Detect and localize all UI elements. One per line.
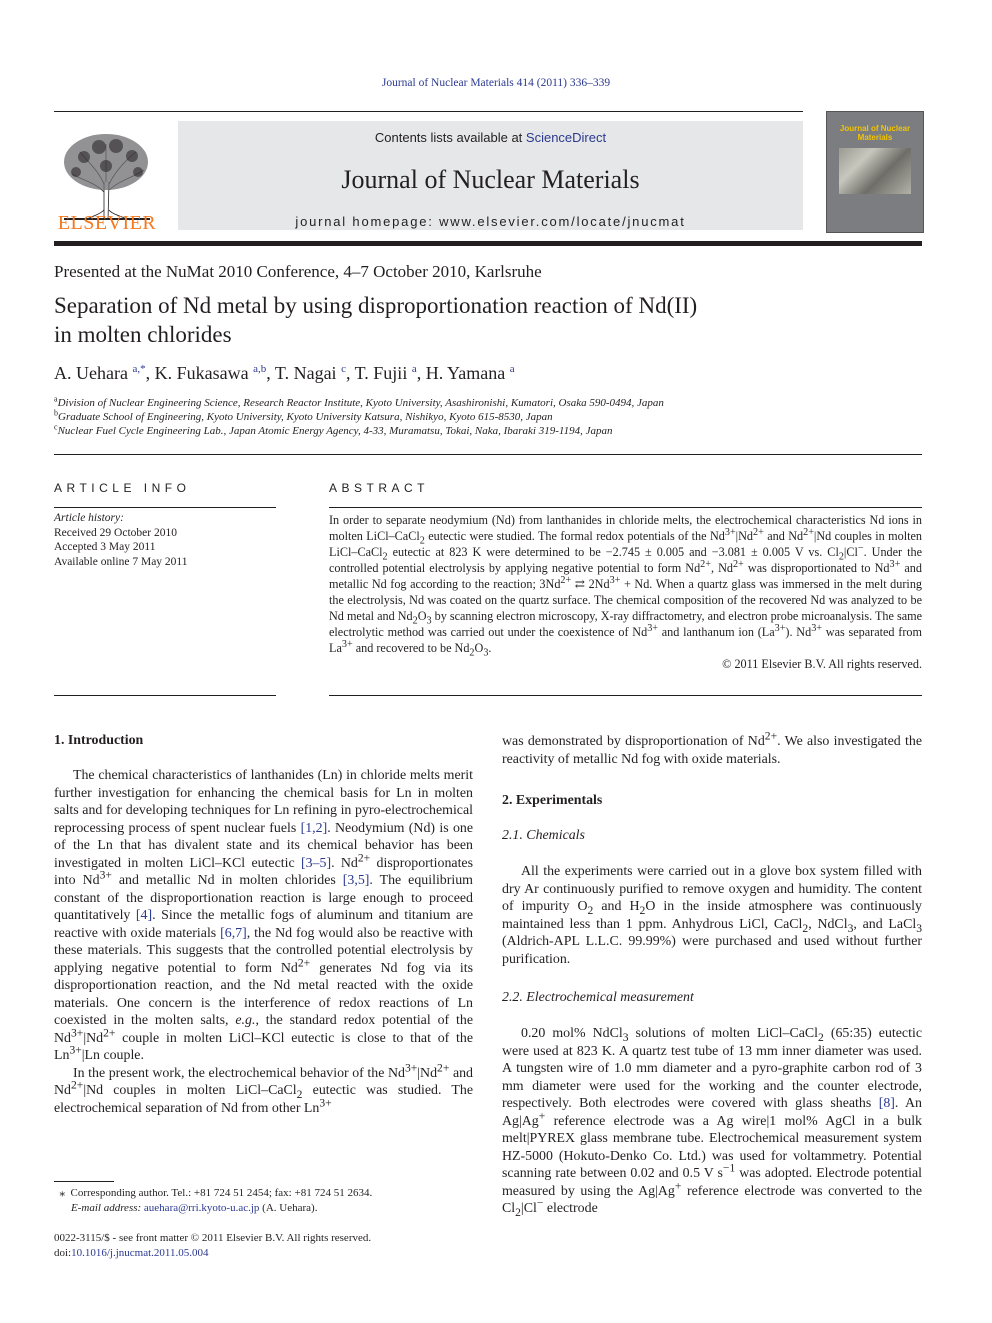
email-label: E-mail address: [71,1201,142,1214]
footnote-corresponding [54,1186,372,1201]
divider [54,695,276,696]
affiliation-marker: b [54,408,58,418]
paragraph: 0.20 mol% NdCl$_3$ solutions of molten LiCl–CaCl$_2$ (65:35) eutectic were used at 823 K. A quartz test tube of 13 mm inner diameter was used. A tungsten wire of 1.0 mm diameter and a pyro-graphite carbon rod of 3 mm diameter were used for the working and the counter electrode, respectively. Both electrodes were covered with glass sheaths [8]. An Ag|Ag+ reference electrode was a Ag wire|1 mol% AgCl in a bulk melt|PYREX glass membrane tube. Electrochemical measurement system HZ-5000 (Hokuto-Denko Co. Ltd.) was used for voltammetry. Potential scanning rate between 0.02 and 0.5 V $s^{-1}$ was adopted. Electrode potential measured by using the Ag|Ag+ reference electrode was converted to the $Cl_2|Cl^-$ electrode [502,1026,922,1219]
title-line-1: Separation of Nd metal by using disproportionation reaction of Nd(II) [54,293,698,318]
paragraph: In the present work, the electrochemical behavior of the $Nd^{3+}|Nd^{2+}$ and $Nd^{2+}|Nd$ couples in molten LiCl–CaCl$_2$ eutectic was studied. The electrochemical separation of Nd from other $Ln^{3+}$ [54,1060,474,1116]
citation-link[interactable]: [3,5] [342,873,370,888]
affiliation-text: Nuclear Fuel Cycle Engineering Lab., Japan Atomic Energy Agency, 4-33, Muramatsu, Tokai, Naka, Ibaraki 319-1194, Japan [57,425,613,437]
author-name: T. Fujii [354,363,408,383]
sciencedirect-link[interactable]: ScienceDirect [525,130,607,145]
divider [329,695,922,696]
section-heading: 1. Introduction [54,733,144,748]
author-separator: , [416,363,426,383]
history-label: Article history: [54,512,124,524]
header-banner [178,121,803,230]
email-owner: (A. Uehara). [262,1201,318,1214]
author-name: H. Yamana [425,363,506,383]
article-title [54,291,854,349]
history-online: Available online 7 May 2011 [54,555,188,568]
paragraph: The chemical characteristics of lanthanides (Ln) in chloride melts merit further investigation for enhancing the chemical basis for Ln in molten salts and for developing techniques for Ln refining in pyro-electrochemical reprocessing process of spent nuclear fuels [1,2]. Neodymium (Nd) is one of the Ln that has divalent state and its chemical behavior has been investigated in molten LiCl–KCl eutectic [3–5]. $Nd^{2+}$ disproportionates into $Nd^{3+}$ and metallic Nd in molten chlorides [3,5]. The equilibrium constant of the disproportionation reaction is large enough to proceed quantitatively [4]. Since the metallic fogs of aluminum and titanium are reactive with oxide materials [6,7], the Nd fog would also be reactive with these materials. This suggests that the controlled potential electrolysis by applying negative potential to form $Nd^{2+}$ generates Nd fog via its disproportionation reaction, and the Nd metal reacted with the oxide materials. One concern is the interference of redox reactions of Ln coexisted in the molten salts, e.g., the standard redox potential of the $Nd^{3+}|Nd^{2+}$ couple in molten LiCl–KCl eutectic is close to that of the $Ln^{3+}|Ln$ couple. [54,768,474,1063]
footnote-email [54,1201,372,1216]
doi-label: doi: [54,1246,72,1259]
citation-link[interactable]: [8] [878,1096,895,1111]
footnote [54,1186,372,1215]
divider [54,454,922,455]
abstract-body [329,512,922,672]
author-list [54,363,515,384]
author-affil-link[interactable]: a [509,363,515,375]
author-affil-link[interactable]: a,b [253,363,267,375]
article-history [54,511,188,569]
author-separator: , [145,363,155,383]
elsevier-wordmark: ELSEVIER [57,212,157,234]
author-affil-link[interactable]: a [411,363,417,375]
footnote-text: Corresponding author. Tel.: +81 724 51 2454; fax: +81 724 51 2634. [70,1187,373,1199]
author-separator: , [345,363,355,383]
author-affil-link[interactable]: c [341,363,346,375]
email-link[interactable]: auehara@rri.kyoto-u.ac.jp [143,1201,260,1214]
section-heading: 2. Experimentals [502,793,603,808]
history-accepted: Accepted 3 May 2011 [54,541,156,553]
electrochem-body [502,1025,922,1218]
divider [54,507,276,508]
citation-link[interactable]: [1,2] [300,820,328,836]
affiliation-text: Graduate School of Engineering, Kyoto University, Kyoto University Katsura, Nishikyo, Kyoto 615-8530, Japan [58,411,553,423]
affiliation-text: Division of Nuclear Engineering Science, Research Reactor Institute, Kyoto University, Asashironishi, Kumatori, Osaka 590-0494, Japan [57,397,664,409]
journal-cover-image[interactable] [826,111,924,233]
article-info-heading: ARTICLE INFO [54,481,191,495]
journal-name: Journal of Nuclear Materials [341,165,640,194]
footnote-rule [54,1181,114,1182]
chemicals-body [502,863,922,968]
history-received: Received 29 October 2010 [54,526,177,539]
author-name: K. Fukasawa [154,363,249,383]
contents-line [178,130,803,145]
divider [329,507,922,508]
cover-photo [839,148,911,194]
affiliation-marker: c [54,422,58,432]
header-thick-rule [54,241,922,246]
journal-homepage-link[interactable]: journal homepage: www.elsevier.com/locate/jnucmat [295,214,686,229]
citation-link[interactable]: [6,7] [220,925,247,941]
doi-line [54,1246,371,1261]
citation-link[interactable]: [4] [135,908,153,923]
doi-link[interactable]: 10.1016/j.jnucmat.2011.05.004 [71,1246,209,1259]
contents-prefix: Contents lists available at [374,130,526,145]
author-affil-link[interactable]: a,* [132,363,146,375]
affiliation [54,422,613,437]
paragraph: was demonstrated by disproportionation of $Nd^{2+}$. We also investigated the reactivity of metallic Nd fog with oxide materials. [502,729,922,767]
abstract-copyright: © 2011 Elsevier B.V. All rights reserved. [722,657,922,671]
citation-link[interactable]: [3–5] [300,855,332,871]
abstract-heading: ABSTRACT [329,481,430,495]
abstract-text: In order to separate neodymium (Nd) from lanthanides in chloride melts, the electrochemical characteristics Nd ions in molten LiCl–CaCl$_2$ eutectic were studied. The formal redox potentials of the $Nd^{3+}|Nd^{2+}$ and $Nd^{2+}|Nd$ couples in molten LiCl–CaCl$_2$ eutectic at 823 K were determined to be −2.745 ± 0.005 and −3.081 ± 0.005 V vs. $Cl_2|Cl^-$. Under the controlled potential electrolysis by applying negative potential to form $Nd^{2+}$, $Nd^{2+}$ was disproportionated to $Nd^{3+}$ and metallic Nd fog according to the reaction; $3Nd^{2+}$ ⇄ $2Nd^{3+} + Nd$. When a quartz glass was immersed in the melt during the electrolysis, Nd was coated on the quartz surface. The chemical composition of the recovered Nd was analyzed to be Nd metal and $Nd_2O_3$ by scanning electron microscopy, X-ray diffractometry, and electron probe microanalysis. The same electrolytic method was carried out under the coexistence of $Nd^{3+}$ and lanthanum ion $(La^{3+})$. $Nd^{3+}$ was separated from $La^{3+}$ and recovered to be $Nd_2O_3$. [329,513,923,659]
author-separator: , [266,363,275,383]
subsection-heading: 2.1. Chemicals [502,828,585,843]
paragraph: All the experiments were carried out in a glove box system filled with dry Ar continuously purified to remove oxygen and humidity. The content of impurity $O_2$ and $H_2O$ in the inside atmosphere was continuously maintained less than 1 ppm. Anhydrous LiCl, CaCl$_2$, NdCl$_3$, and LaCl$_3$ (Aldrich-APL L.L.C. 99.99%) were purchased and used without further purification. [502,864,922,967]
title-line-2: in molten chlorides [54,322,232,347]
affiliation-marker: a [54,394,58,404]
journal-header [54,111,922,248]
intro-continuation [502,729,922,768]
cover-title: Journal of Nuclear Materials [839,124,911,142]
issn-line: 0022-3115/$ - see front matter © 2011 Elsevier B.V. All rights reserved. [54,1232,372,1244]
author-name: A. Uehara [54,363,128,383]
intro-body [54,767,473,1117]
footnote-marker: ⁎ [59,1187,65,1199]
subsection-heading: 2.2. Electrochemical measurement [502,990,694,1005]
conference-note: Presented at the NuMat 2010 Conference, 4–7 October 2010, Karlsruhe [54,262,542,281]
affiliation [54,408,553,423]
journal-citation-link[interactable]: Journal of Nuclear Materials 414 (2011) 336–339 [381,77,611,89]
affiliation [54,394,664,409]
author-name: T. Nagai [274,363,337,383]
header-rule [54,111,803,112]
front-matter [54,1231,371,1260]
